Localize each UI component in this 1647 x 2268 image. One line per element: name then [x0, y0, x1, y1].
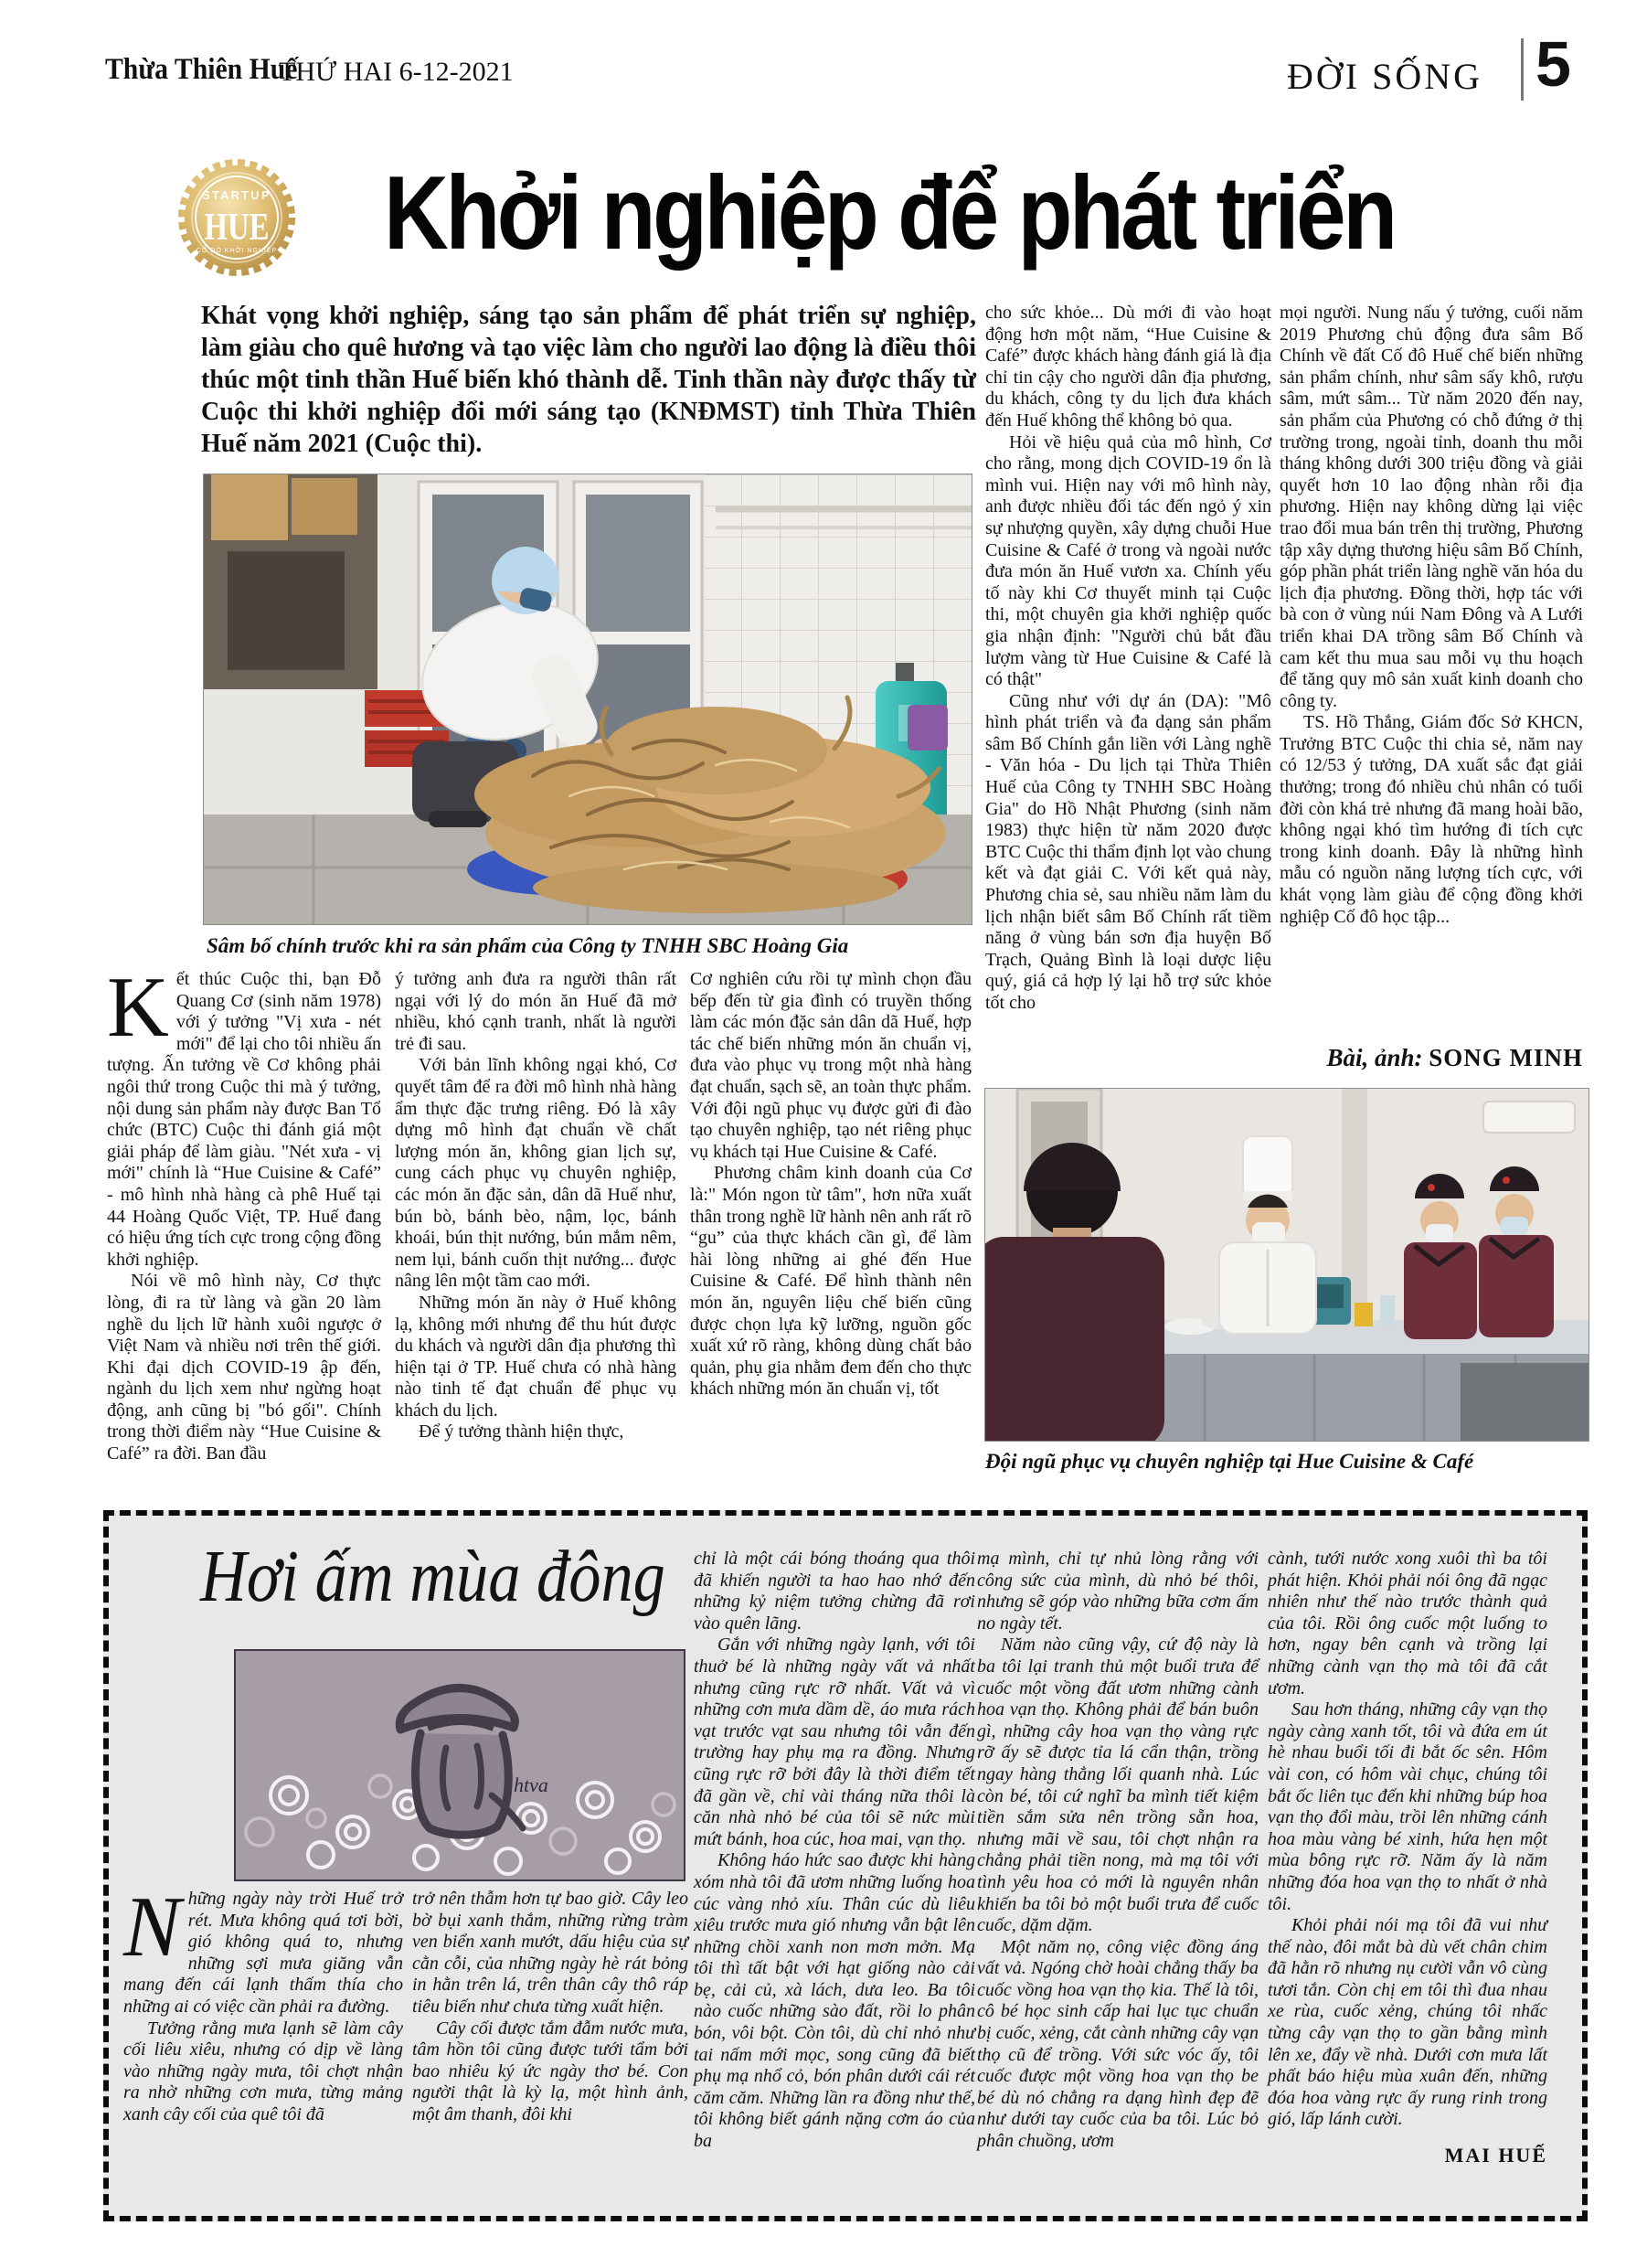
- feature-title: Hơi ấm mùa đông: [200, 1537, 665, 1617]
- feature-box: [103, 1510, 1588, 2221]
- feature-column-4: mạ mình, chỉ tự nhủ lòng rằng với công sức của mình, dù nhỏ bé thôi, nhưng sẽ góp vào những bữa cơm ấm no ngày tết. Năm nào cũng vậy, cứ độ này là ba tôi lại tranh thủ một buổi trưa để cuốc một vồng đất ươm những cành hoa vạn thọ. Không phải để bán buôn gì, những cây hoa vạn thọ vàng rực rỡ ấy sẽ được tỉa lá cẩn thận, trồng ngay hàng thẳng lối quanh nhà. Lúc còn bé, tôi cứ nghĩ ba mình tiết kiệm tiền sắm sửa nên trồng sẵn hoa, nhưng mãi về sau, tôi chợt nhận ra chẳng phải tiền nong, mà mạ tôi với tình yêu hoa cỏ mới là nguyên nhân khiến ba tôi bỏ một buổi trưa để cuốc cuốc, dặm dặm. Một năm nọ, công việc đồng áng vất vả. Ngóng chờ hoài chẳng thấy ba cuốc vồng hoa vạn thọ kia. Thế là tôi, cô bé học sinh cấp hai lục tục chuẩn bị cuốc, xẻng, cắt cành những cây vạn thọ cũ để trồng. Với sức vóc ấy, tôi cuốc được một vồng hoa vạn thọ be bé dù nó chẳng ra dạng hình đẹp đẽ như dưới tay cuốc của ba tôi. Lúc bỏ phân chuồng, ươm: [977, 1549, 1259, 2152]
- article-column-1: Kết thúc Cuộc thi, bạn Đỗ Quang Cơ (sinh năm 1978) với ý tưởng "Vị xưa - nét mới" để lại cho tôi nhiều ấn tượng. Ấn tưởng về Cơ không phải ngôi thứ trong Cuộc thi mà ý tưởng, nội dung sản phẩm này được Ban Tổ chức (BTC) Cuộc thi đánh giá một giải pháp để làm giàu. "Nét xưa - vị mới" chính là “Hue Cuisine & Café” - mô hình nhà hàng cà phê Huế tại 44 Hoàng Quốc Việt, TP. Huế đang có hiệu ứng tích cực trong cộng đồng khởi nghiệp. Nói về mô hình này, Cơ thực lòng, đi ra từ làng và gần 20 làm nghề du lịch lữ hành xuôi ngược ở Việt Nam và nhiều nơi trên thế giới. Khi đại dịch COVID-19 ập đến, ngành du lịch xem như ngừng hoạt động, anh cũng bị "bó gối". Chính trong thời điểm này “Hue Cuisine & Café” ra đời. Ban đầu: [107, 960, 381, 1464]
- feature-column-2: trở nên thẫm hơn tự bao giờ. Cây leo bờ bụi xanh thắm, những rừng tràm ven biển xanh mướt, dấu hiệu của sự cằn cỗi, của những ngày hè rát bỏng in hằn trên lá, trên thân cây thô ráp tiêu biến như chưa từng xuất hiện. Cây cối được tắm đẫm nước mưa, tâm hồn tôi cũng được tưới tẩm bởi bao nhiêu ký ức ngày thơ bé. Con người thật là kỳ lạ, một hình ảnh, một âm thanh, đôi khi: [412, 1889, 688, 2124]
- article-byline: Bài, ảnh: SONG MINH: [1326, 1044, 1583, 1071]
- illustration-signature: htva: [514, 1773, 548, 1796]
- feature-column-1: Những ngày này trời Huế trở rét. Mưa không quá tơi bời, gió không quá to, nhưng những sợi mưa giăng vẫn mang đến cái lạnh thấm thía cho những ai có việc cần phải ra đường. Tưởng rằng mưa lạnh sẽ làm cây cối liêu xiêu, nhưng có dịp về làng vào những ngày mưa, tôi chợt nhận ra nhờ những cơn mưa, từng mảng xanh cây cối của quê tôi đã: [123, 1879, 403, 2124]
- dropcap-k: K: [107, 960, 169, 1055]
- article-column-4: cho sức khỏe... Dù mới đi vào hoạt động hơn một năm, “Hue Cuisine & Café” được khách hàng đánh giá là địa chỉ tin cậy cho người dân địa phương, du khách, công ty du lịch đưa khách đến Huế không thể không bỏ qua. Hỏi về hiệu quả của mô hình, Cơ cho rằng, mong dịch COVID-19 ổn là mình vui. Hiện nay với mô hình này, anh được nhiều đối tác đến ngỏ ý xin sự nhượng quyền, xây dựng chuỗi Hue Cuisine & Café ở trong và ngoài nước đưa món ăn Huế vươn xa. Chính yếu tố này khi Cơ thuyết minh tại Cuộc thi, một chuyên gia khởi nghiệp quốc gia nhận định: "Người chủ bắt đầu lượm vàng từ Hue Cuisine & Café là có thật" Cũng như với dự án (DA): "Mô hình phát triển và đa dạng sản phẩm sâm Bố Chính gắn liền với Làng nghề - Văn hóa - Du lịch tại Thừa Thiên Huế của Công ty TNHH SBC Hoàng Gia" do Hồ Nhật Phương (sinh năm 1983) thực hiện từ năm 2020 được BTC Cuộc thi thẩm định lọt vào chung kết và đạt giải C. Với kết quả này, Phương chia sẻ, sau nhiều năm làm du lịch nhận biết sâm Bố Chính rất tiềm năng ở vùng bán sơn địa huyện Bố Trạch, Quảng Bình là loại dược liệu quý, giá cả hợp lý lại hỗ trợ sức khỏe tốt cho: [985, 303, 1271, 1013]
- page-number: 5: [1535, 28, 1571, 100]
- article-headline: Khởi nghiệp để phát triển: [384, 155, 1395, 272]
- feature-column-5: cành, tưới nước xong xuôi thì ba tôi phát hiện. Khỏi phải nói ông đã ngạc nhiên như thế nào trước thành quả của tôi. Rồi ông cuốc một luống to hơn, ngay bên cạnh và trồng lại những cành vạn thọ mà tôi đã cắt ươm. Sau hơn tháng, những cây vạn thọ ngày càng xanh tốt, tôi và đứa em út hè nhau buổi tối đi bắt ốc sên. Hôm vài con, có hôm vài chục, chúng tôi bắt ốc liên tục đến khi những búp hoa vạn thọ đổi màu, trồi lên những cánh hoa màu vàng bé xinh, hứa hẹn một mùa bông rực rỡ. Năm ấy là năm những đóa hoa vạn thọ to nhất ở nhà tôi. Khỏi phải nói mạ tôi đã vui như thế nào, đôi mắt bà dù vết chân chim đã hằn rõ nhưng nụ cười vẫn vô cùng tươi tắn. Còn chị em tôi thì đua nhau xe rùa, cuốc xẻng, chúng tôi nhấc từng cây vạn thọ to gần bằng mình lên xe, đẩy về nhà. Dưới cơn mưa lất phất báo hiệu mùa xuân đến, những đóa hoa vàng rực ấy rung rinh trong gió, lấp lánh cười. MAI HUẾ: [1268, 1549, 1547, 2167]
- photo2-caption: Đội ngũ phục vụ chuyên nghiệp tại Hue Cuisine & Café: [985, 1450, 1474, 1473]
- section-title: ĐỜI SỐNG: [1287, 56, 1482, 97]
- svg-text:STARTUP: STARTUP: [202, 189, 271, 202]
- svg-text:CỐ ĐÔ KHỞI NGHIỆP: CỐ ĐÔ KHỞI NGHIỆP: [196, 248, 278, 254]
- photo1-caption: Sâm bố chính trước khi ra sản phẩm của Công ty TNHH SBC Hoàng Gia: [207, 934, 849, 957]
- feature-byline: MAI HUẾ: [1444, 2144, 1547, 2167]
- startup-hue-badge-icon: [176, 155, 297, 280]
- article-column-2: ý tưởng anh đưa ra người thân rất ngại với lý do món ăn Huế đã mở nhiều, khó cạnh tranh, nhất là người trẻ đi sau. Với bản lĩnh không ngại khó, Cơ quyết tâm để ra đời mô hình nhà hàng ẩm thực đặc trưng riêng. Đó là xây dựng mô hình đạt chuẩn về chất lượng món ăn, không gian lịch sự, cung cách phục vụ chuyên nghiệp, các món ăn đặc sản, dân dã Huế như, bún bò, bánh bèo, nậm, lọc, bánh khoái, bún thịt nướng, bún mắm nêm, nem lụi, bánh cuốn thịt nướng... được nâng lên một tầm cao mới. Những món ăn này ở Huế không lạ, không mới nhưng để thu hút được du khách và người dân địa phương thì hiện tại ở TP. Huế chưa có nhà hàng nào tinh tế đạt chuẩn để phục vụ khách du lịch. Để ý tưởng thành hiện thực,: [395, 969, 676, 1443]
- masthead: Thừa Thiên Huế: [105, 53, 298, 86]
- section-divider: [1521, 38, 1524, 101]
- photo-sam-bo-chinh: [203, 474, 972, 925]
- article-lead: Khát vọng khởi nghiệp, sáng tạo sản phẩm để phát triển sự nghiệp, làm giàu cho quê hương và tạo việc làm cho người lao động là điều thôi thúc một tinh thần Huế biến khó thành dễ. Tinh thần này được thấy từ Cuộc thi khởi nghiệp đổi mới sáng tạo (KNĐMST) tỉnh Thừa Thiên Huế năm 2021 (Cuộc thi).: [201, 302, 976, 458]
- dropcap-n: N: [123, 1879, 181, 1975]
- issue-date: THỨ HAI 6-12-2021: [279, 57, 514, 87]
- article-column-3: Cơ nghiên cứu rồi tự mình chọn đầu bếp đến từ gia đình có truyền thống làm các món đặc sản dân dã Huế, hợp tác chế biến những món ăn chuẩn vị, đưa vào phục vụ trong một nhà hàng đạt chuẩn, sạch sẽ, an toàn thực phẩm. Với đội ngũ phục vụ được gửi đi đào tạo chuyên nghiệp, tạo nét riêng phục vụ khách tại Hue Cuisine & Café. Phương châm kinh doanh của Cơ là:" Món ngon từ tâm", hơn nữa xuất thân trong nghề lữ hành nên anh rất rõ “gu” của thực khách cần gì, để làm hài lòng những ai ghé đến Hue Cuisine & Café. Để hình thành nên món ăn, nguyên liệu chế biến cũng được chọn lựa kỹ lưỡng, nguồn gốc xuất xứ rõ ràng, không dùng chất bảo quản, phụ gia nhằm đem đến cho thực khách những món ăn chuẩn vị, tốt: [690, 969, 972, 1400]
- feature-illustration: [234, 1649, 685, 1881]
- svg-text:HUE: HUE: [204, 206, 270, 250]
- article-column-5: mọi người. Nung nấu ý tưởng, cuối năm 2019 Phương chủ động đưa sâm Bố Chính về đất Cố đô Huế chế biến những sản phẩm chính, như sâm sấy khô, rượu sâm, mứt sâm... Từ năm 2020 đến nay, sản phẩm của Phương có chỗ đứng ở thị trường trong, ngoài tỉnh, doanh thu mỗi tháng không dưới 300 triệu đồng và giải quyết hơn 10 lao động nhàn rỗi địa phương. Hiện nay không dừng lại việc trao đổi mua bán trên thị trường, Phương tập xây dựng thương hiệu sâm Bố Chính, góp phần phát triển làng nghề văn hóa du lịch địa phương. Đồng thời, hợp tác với bà con ở vùng núi Nam Đông và A Lưới triển khai DA trồng sâm Bố Chính và cam kết thu mua sau mỗi vụ thu hoạch để tăng quy mô sản xuất kinh doanh cho công ty. TS. Hồ Thắng, Giám đốc Sở KHCN, Trưởng BTC Cuộc thi chia sẻ, năm nay có 12/53 ý tưởng, DA xuất sắc đạt giải thưởng; trong đó nhiều chủ nhân có tuổi đời còn khá trẻ nhưng đã mang hoài bão, không ngại khó tìm hướng đi tích cực trong kinh doanh. Đây là những hình mẫu có nguồn năng lượng tích cực, với khát vọng làm giàu để cộng đồng khởi nghiệp Cố đô học tập...: [1280, 303, 1583, 927]
- photo-hue-cuisine-staff: [984, 1088, 1589, 1442]
- feature-column-3: chỉ là một cái bóng thoáng qua thôi đã khiến người ta hao hao nhớ đến những kỷ niệm tưởng chừng đã rơi vào quên lãng. Gắn với những ngày lạnh, với tôi thuở bé là những ngày vất vả nhất nhưng cũng rực rỡ nhất. Vất vả vì những cơn mưa dầm dề, áo mưa rách vạt trước vạt sau nhưng tôi vẫn đến trường hay phụ mạ ra đồng. Nhưng cũng rực rỡ bởi đây là thời điểm tết đã gần về, chỉ vài tháng nữa thôi là căn nhà nhỏ bé của tôi sẽ nức mùi mứt bánh, hoa cúc, hoa mai, vạn thọ. Không háo hức sao được khi hàng xóm nhà tôi đã ươm những luống hoa cúc vàng nhỏ xíu. Thân cúc dù liêu xiêu trước mưa gió nhưng vẫn bật lên những chồi xanh non mơn mởn. Mạ tôi thì tất bật với hạt giống nào cải bẹ, cải củ, xà lách, dưa leo. Ba tôi nào cuốc những sào đất, rồi lo phân bón, vôi bột. Còn tôi, dù chỉ nhỏ như tai nấm mới mọc, song cũng đã biết phụ mạ nhổ cỏ, bón phân dưới cái rét căm căm. Những lần ra đồng như thế, tôi không biết gánh nặng cơm áo của ba: [694, 1549, 975, 2152]
